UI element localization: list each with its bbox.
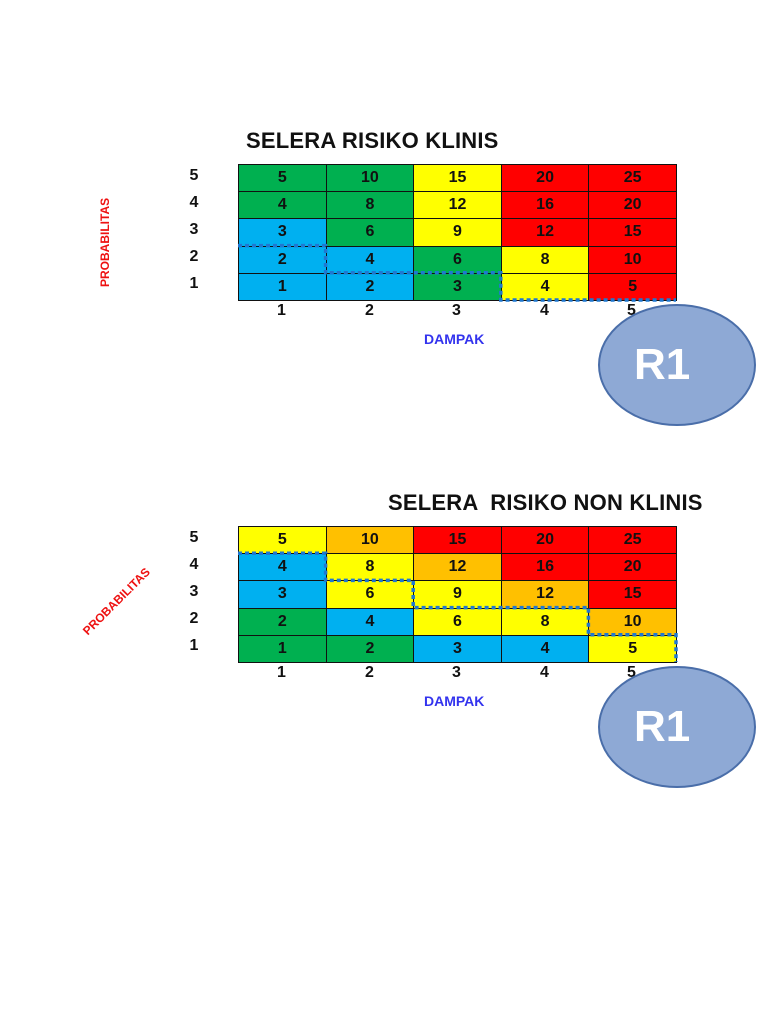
matrix-cell: 6 xyxy=(414,247,502,274)
column-label: 4 xyxy=(540,664,549,681)
matrix-cell: 10 xyxy=(589,609,677,636)
matrix-cell: 16 xyxy=(502,554,590,581)
matrix-title: SELERA RISIKO KLINIS xyxy=(246,128,499,153)
column-label: 1 xyxy=(277,302,286,319)
matrix-cell: 8 xyxy=(502,609,590,636)
column-label: 4 xyxy=(540,302,549,319)
matrix-cell: 8 xyxy=(327,192,415,219)
row-label: 2 xyxy=(189,610,199,627)
column-label: 5 xyxy=(627,302,636,319)
matrix-cell: 10 xyxy=(589,247,677,274)
matrix-cell: 6 xyxy=(414,609,502,636)
matrix-cell: 12 xyxy=(502,581,590,608)
matrix-cell: 15 xyxy=(589,219,677,246)
row-label: 5 xyxy=(189,167,199,184)
matrix-cell: 8 xyxy=(502,247,590,274)
matrix-cell: 4 xyxy=(327,247,415,274)
row-label: 1 xyxy=(189,637,199,654)
column-label: 3 xyxy=(452,302,461,319)
column-label: 5 xyxy=(627,664,636,681)
row-label: 3 xyxy=(189,583,199,600)
matrix-cell: 4 xyxy=(239,554,327,581)
matrix-cell: 4 xyxy=(327,609,415,636)
matrix-cell: 12 xyxy=(414,192,502,219)
risk-badge: R1 xyxy=(598,304,756,426)
row-label: 1 xyxy=(189,275,199,292)
row-label: 2 xyxy=(189,248,199,265)
matrix-cell: 8 xyxy=(327,554,415,581)
matrix-cell: 2 xyxy=(239,609,327,636)
matrix-cell: 5 xyxy=(239,527,327,554)
matrix-cell: 2 xyxy=(327,274,415,301)
matrix-cell: 3 xyxy=(414,274,502,301)
matrix-cell: 20 xyxy=(502,165,590,192)
row-label: 3 xyxy=(189,221,199,238)
column-label: 3 xyxy=(452,664,461,681)
matrix-cell: 15 xyxy=(414,527,502,554)
row-label: 4 xyxy=(189,556,199,573)
risk-badge: R1 xyxy=(598,666,756,788)
matrix-cell: 5 xyxy=(239,165,327,192)
matrix-cell: 10 xyxy=(327,527,415,554)
matrix-cell: 1 xyxy=(239,636,327,663)
matrix-cell: 20 xyxy=(589,192,677,219)
x-axis-label: DAMPAK xyxy=(424,693,485,709)
row-label: 4 xyxy=(189,194,199,211)
matrix-cell: 5 xyxy=(589,636,677,663)
matrix-cell: 4 xyxy=(502,274,590,301)
matrix-cell: 12 xyxy=(414,554,502,581)
column-label: 2 xyxy=(365,664,374,681)
x-axis-label: DAMPAK xyxy=(424,331,485,347)
matrix-cell: 5 xyxy=(589,274,677,301)
column-label: 1 xyxy=(277,664,286,681)
matrix-cell: 12 xyxy=(502,219,590,246)
matrix-cell: 6 xyxy=(327,581,415,608)
matrix-cell: 4 xyxy=(239,192,327,219)
matrix-cell: 9 xyxy=(414,219,502,246)
y-axis-label: PROBABILITAS xyxy=(98,197,112,287)
matrix-cell: 25 xyxy=(589,165,677,192)
matrix-cell: 10 xyxy=(327,165,415,192)
matrix-cell: 9 xyxy=(414,581,502,608)
matrix-cell: 1 xyxy=(239,274,327,301)
matrix-cell: 20 xyxy=(589,554,677,581)
matrix-cell: 2 xyxy=(327,636,415,663)
matrix-cell: 3 xyxy=(239,219,327,246)
matrix-title: SELERA RISIKO NON KLINIS xyxy=(388,490,703,515)
matrix-cell: 3 xyxy=(414,636,502,663)
row-label: 5 xyxy=(189,529,199,546)
matrix-cell: 15 xyxy=(414,165,502,192)
matrix-cell: 16 xyxy=(502,192,590,219)
matrix-cell: 6 xyxy=(327,219,415,246)
y-axis-label: PROBABILITAS xyxy=(80,564,153,638)
matrix-cell: 2 xyxy=(239,247,327,274)
matrix-cell: 25 xyxy=(589,527,677,554)
matrix-cell: 3 xyxy=(239,581,327,608)
column-label: 2 xyxy=(365,302,374,319)
matrix-cell: 4 xyxy=(502,636,590,663)
risk-grid xyxy=(238,164,677,301)
matrix-cell: 15 xyxy=(589,581,677,608)
matrix-cell: 20 xyxy=(502,527,590,554)
risk-grid xyxy=(238,526,677,663)
